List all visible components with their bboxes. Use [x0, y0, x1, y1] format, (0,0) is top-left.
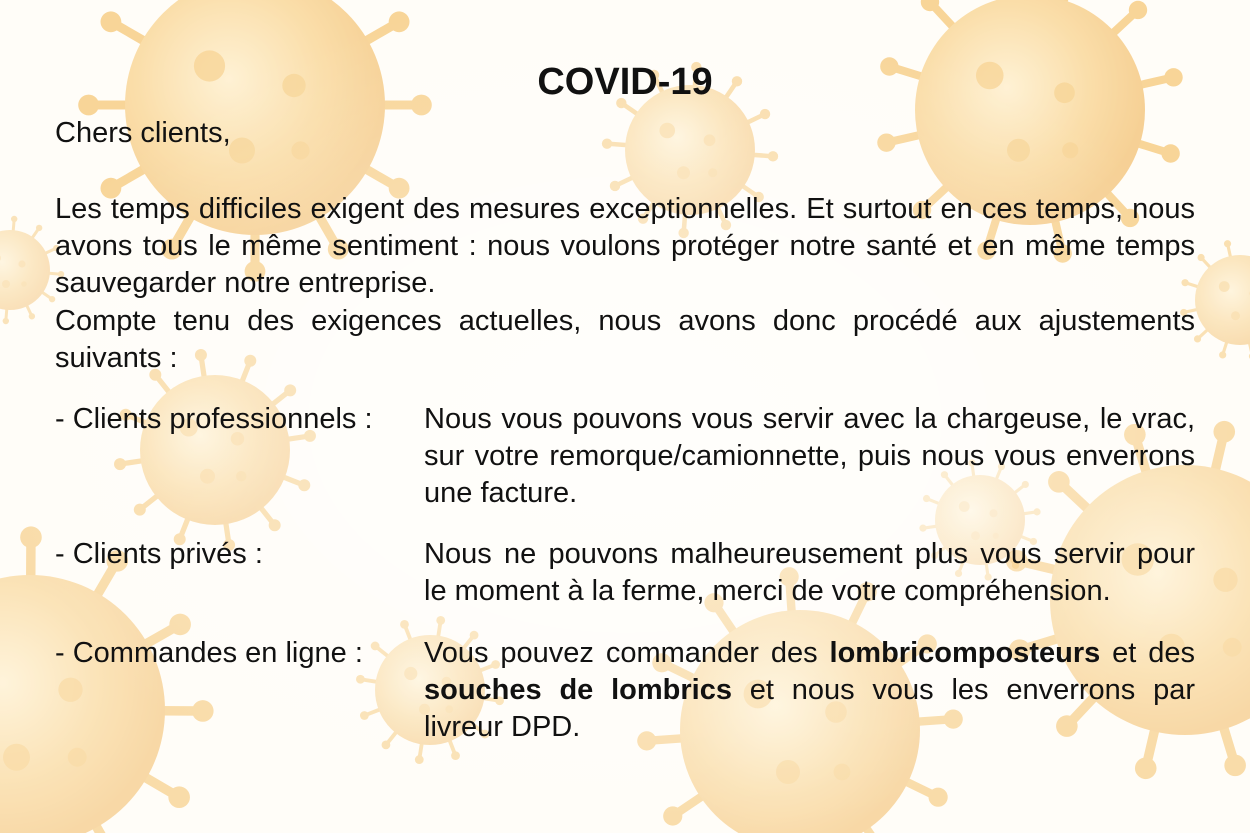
adjustments-paragraph: Compte tenu des exigences actuelles, nous avons donc procédé aux ajustements suivants :: [55, 305, 1195, 374]
online-orders-text-end: et nous vous les enverrons par livreur DPD.: [424, 674, 1195, 743]
professional-clients-text: Nous vous pouvons vous servir avec la chargeuse, le vrac, sur votre remorque/camionnette, puis nous vous enverrons une facture.: [424, 403, 1195, 509]
online-orders-text: [424, 635, 1195, 746]
worm-strains-highlight: souches de lombrics: [424, 674, 732, 706]
online-orders-text-middle: et des: [1100, 637, 1195, 669]
online-orders-label: - Commandes en ligne :: [55, 637, 363, 669]
private-clients-text: Nous ne pouvons malheureusement plus vous servir pour le moment à la ferme, merci de votre compréhension.: [424, 538, 1195, 607]
online-orders-text-start: Vous pouvez commander des: [424, 637, 830, 669]
professional-clients-label: - Clients professionnels :: [55, 403, 373, 435]
greeting-text: Chers clients,: [55, 117, 231, 149]
private-clients-label: - Clients privés :: [55, 538, 263, 570]
worm-composters-highlight: lombricomposteurs: [829, 637, 1101, 669]
intro-paragraph: Les temps difficiles exigent des mesures exceptionnelles. Et surtout en ces temps, nous avons tous le même sentiment : nous voulons protéger notre santé et en même temps sauvegarder notre entreprise.: [55, 193, 1195, 299]
page-title: COVID-19: [537, 61, 713, 103]
